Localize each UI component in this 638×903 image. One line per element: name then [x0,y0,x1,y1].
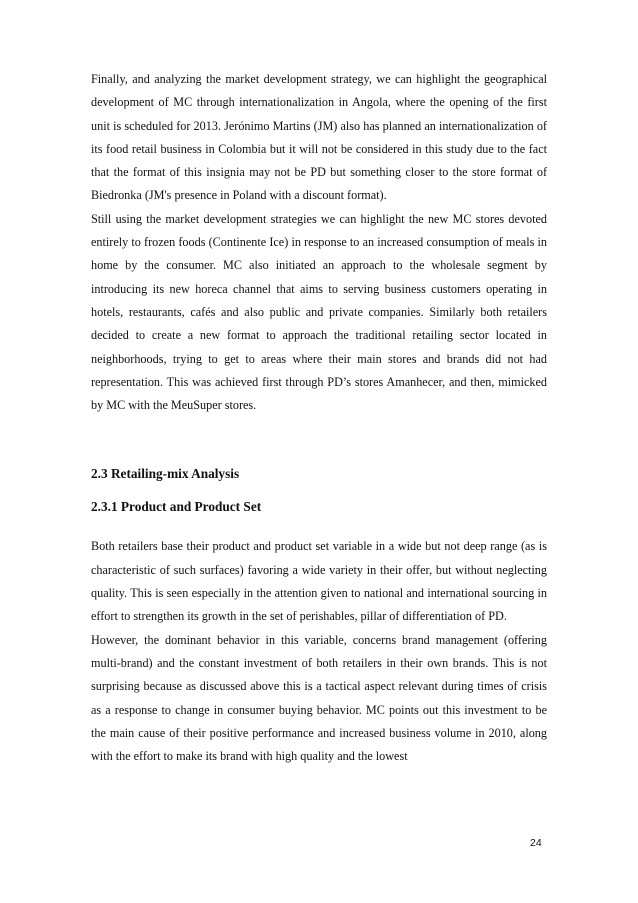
paragraph-brand-management: However, the dominant behavior in this variable, concerns brand management (offering multi-brand) and the constant investment of both retailers in their own brands. This is not surprising because as discussed above this is a tactical aspect relevant during times of crisis as a response to change in consumer buying behavior. MC points out this investment to be the main cause of their positive performance and increased business volume in 2010, along with the effort to make its brand with high quality and the lowest [91,632,547,764]
page-number: 24 [530,837,542,849]
subsection-heading: 2.3.1 Product and Product Set [91,499,262,515]
paragraph-new-formats: Still using the market development strategies we can highlight the new MC stores devoted entirely to frozen foods (Continente Ice) in response to an increased consumption of meals in home by the consumer. MC also initiated an approach to the wholesale segment by introducing its new horeca channel that aims to serving business customers operating in hotels, restaurants, cafés and also public and private companies. Similarly both retailers decided to create a new format to approach the traditional retailing sector located in neighborhoods, trying to get to areas where their main stores and brands did not had representation. This was achieved first through PD’s stores Amanhecer, and then, mimicked by MC with the MeuSuper stores. [91,211,547,413]
paragraph-international-development: Finally, and analyzing the market development strategy, we can highlight the geographical development of MC through internationalization in Angola, where the opening of the first unit is scheduled for 2013. Jerónimo Martins (JM) also has planned an internationalization of its food retail business in Colombia but it will not be considered in this study due to the fact that the format of this insignia may not be PD but something closer to the store format of Biedronka (JM's presence in Poland with a discount format). [91,72,547,203]
spacer [91,517,547,535]
page-content [91,68,547,768]
spacer [91,417,547,464]
section-heading: 2.3 Retailing-mix Analysis [91,466,240,482]
paragraph-product-range: Both retailers base their product and product set variable in a wide but not deep range (as is characteristic of such surfaces) favoring a wide variety in their offer, but without neglecting quality. This is seen especially in the attention given to national and international sourcing in effort to strengthen its growth in the set of perishables, pillar of differentiation of PD. [91,539,547,624]
